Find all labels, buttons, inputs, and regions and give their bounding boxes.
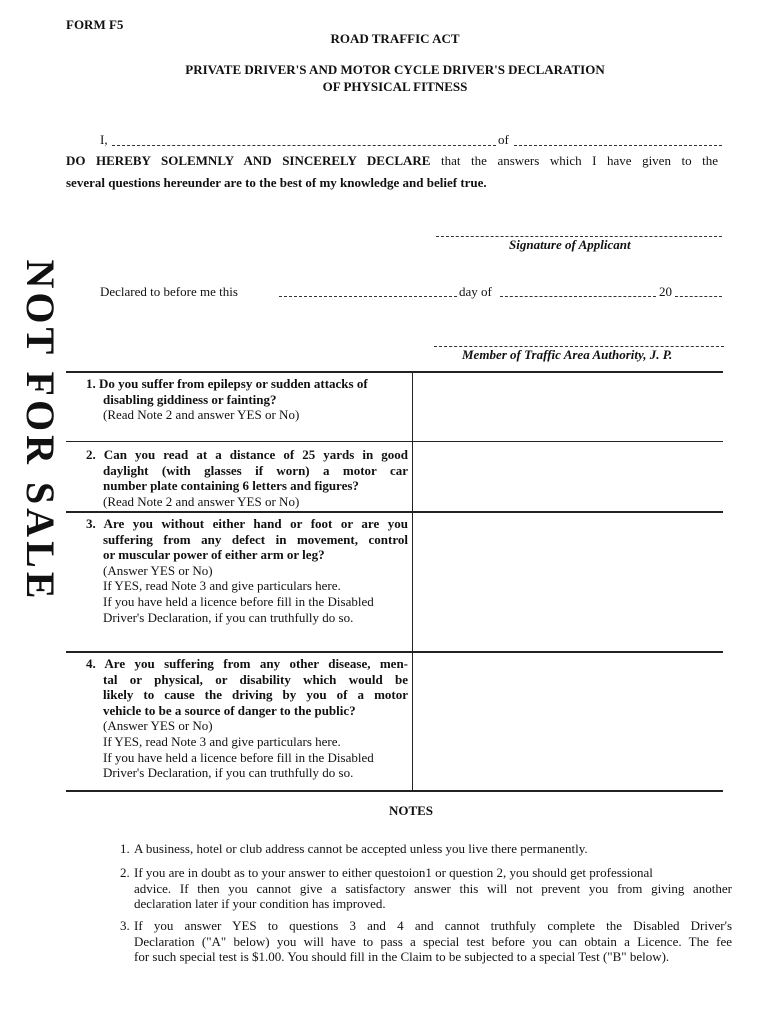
declaration-line2: several questions hereunder are to the best of my knowledge and belief true.: [66, 175, 487, 190]
question-1-note: (Read Note 2 and answer YES or No): [103, 407, 300, 423]
question-3-note-1: (Answer YES or No): [103, 562, 213, 578]
note-1-line1: A business, hotel or club address cannot be accepted unless you live there permanently.: [134, 841, 588, 856]
not-for-sale-watermark: NOT FOR SALE: [18, 259, 63, 603]
question-2-line3: number plate containing 6 letters and figures?: [103, 478, 359, 494]
note-1: [120, 841, 732, 857]
form-id: FORM F5: [66, 17, 124, 32]
note-3-line3: for such special test is $1.00. You should fill in the Claim to be subjected to a special Test ("B" below).: [134, 949, 670, 965]
decl-i-label: I,: [100, 132, 108, 147]
question-2-line2: daylight (with glasses if worn) a motor car: [103, 462, 408, 478]
note-2: [120, 865, 732, 912]
day-field[interactable]: [279, 296, 457, 297]
day-of-label: day of: [459, 284, 492, 299]
question-3-line1: 3. Are you without either hand or foot or are you: [86, 516, 408, 531]
year-field[interactable]: [675, 296, 722, 297]
answer-cell-1[interactable]: [414, 373, 722, 440]
row-divider-3: [66, 651, 723, 653]
row-divider-2: [66, 511, 723, 513]
table-bottom-rule: [66, 790, 723, 792]
question-3-note-3: If you have held a licence before fill in the Disabled: [103, 593, 374, 609]
question-4-note-4: Driver's Declaration, if you can truthfully do so.: [103, 765, 354, 781]
year-label: 20: [659, 284, 672, 299]
form-title-line2: OF PHYSICAL FITNESS: [322, 79, 468, 94]
note-2-number: 2.: [120, 865, 130, 880]
question-3: [86, 516, 408, 625]
question-2-note: (Read Note 2 and answer YES or No): [103, 493, 300, 509]
note-3: [120, 918, 732, 965]
note-2-line1: If you are in doubt as to your answer to either questoion1 or question 2, you should get professional: [134, 865, 653, 880]
note-1-number: 1.: [120, 841, 130, 856]
question-2: [86, 447, 408, 509]
answer-cell-4[interactable]: [414, 654, 722, 789]
question-4-line2: tal or physical, or disability which would be: [103, 671, 408, 687]
declaration-rest: that the answers which I have given to the: [441, 153, 719, 168]
address-field[interactable]: [514, 145, 722, 146]
name-field[interactable]: [112, 145, 496, 146]
month-field[interactable]: [500, 296, 656, 297]
authority-label: Member of Traffic Area Authority, J. P.: [462, 347, 673, 362]
question-4-note-1: (Answer YES or No): [103, 718, 213, 734]
question-3-line3: or muscular power of either arm or leg?: [103, 547, 325, 563]
question-4: [86, 656, 408, 781]
question-3-line2: suffering from any defect in movement, control: [103, 531, 408, 547]
question-3-note-2: If YES, read Note 3 and give particulars here.: [103, 578, 341, 594]
declaration-line1: [66, 153, 718, 169]
declaration-solemn: DO HEREBY SOLEMNLY AND SINCERELY DECLARE: [66, 153, 431, 168]
decl-of-label: of: [498, 132, 509, 147]
question-4-line3: likely to cause the driving by you of a motor: [103, 687, 408, 703]
row-divider-1: [66, 441, 723, 442]
signature-label: Signature of Applicant: [509, 237, 631, 252]
question-2-line1: 2. Can you read at a distance of 25 yards in good: [86, 447, 408, 462]
act-title: ROAD TRAFFIC ACT: [330, 31, 460, 46]
note-2-line2: advice. If then you cannot give a satisfactory answer this will not prevent you from giving another: [134, 880, 732, 896]
question-4-note-2: If YES, read Note 3 and give particulars here.: [103, 733, 341, 749]
note-3-line1: If you answer YES to questions 3 and 4 and cannot truthfuly complete the Disabled Driver's: [134, 918, 732, 933]
answer-cell-2[interactable]: [414, 443, 722, 510]
question-4-note-3: If you have held a licence before fill in the Disabled: [103, 749, 374, 765]
note-2-line3: declaration later if your condition has improved.: [134, 896, 386, 912]
question-1-line2: disabling giddiness or fainting?: [103, 391, 277, 407]
table-column-divider: [412, 372, 413, 792]
answer-cell-3[interactable]: [414, 514, 722, 650]
question-4-line1: 4. Are you suffering from any other disease, men-: [86, 656, 408, 671]
declared-prefix: Declared to before me this: [100, 284, 238, 299]
question-1: [86, 376, 408, 423]
question-1-line1: 1. Do you suffer from epilepsy or sudden attacks of: [86, 376, 368, 391]
notes-heading: NOTES: [388, 803, 434, 818]
note-3-number: 3.: [120, 918, 130, 933]
question-3-note-4: Driver's Declaration, if you can truthfully do so.: [103, 609, 354, 625]
note-3-line2: Declaration ("A" below) you will have to pass a special test before you can obtain a Licence. The fee: [134, 933, 732, 949]
question-4-line4: vehicle to be a source of danger to the public?: [103, 702, 356, 718]
form-title-line1: PRIVATE DRIVER'S AND MOTOR CYCLE DRIVER'S DECLARATION: [185, 62, 605, 77]
